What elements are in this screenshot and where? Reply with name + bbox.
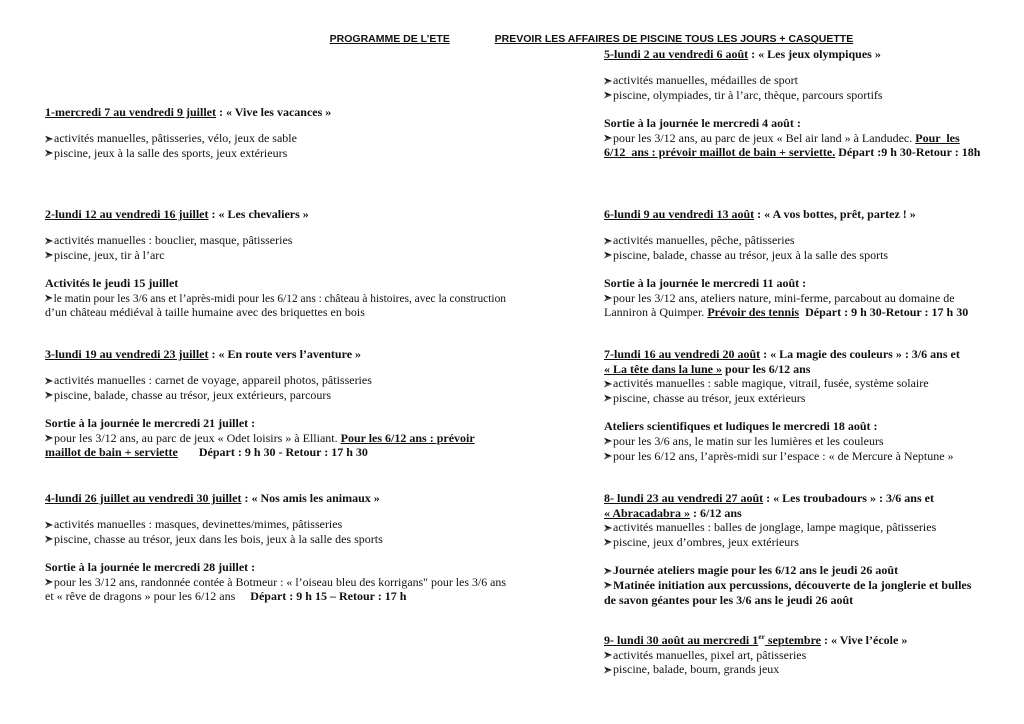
text-segment: et « rêve de dragons » pour les 6/12 ans: [45, 589, 236, 604]
line-content: [45, 248, 165, 263]
text-segment: piscine, jeux d’ombres, jeux extérieurs: [613, 534, 799, 549]
week-section-4: [45, 491, 506, 604]
week-section-9: [604, 633, 984, 677]
text-line: [45, 416, 506, 431]
line-content: [45, 105, 331, 120]
arrow-bullet-icon: [45, 135, 53, 143]
section-heading: [45, 347, 506, 362]
line-content: [45, 589, 406, 604]
bullet-line: [45, 373, 506, 388]
right-column: [604, 0, 984, 724]
line-content: [604, 449, 954, 464]
arrow-bullet-icon: [45, 237, 53, 245]
line-content: [604, 491, 934, 506]
text-block: [604, 633, 984, 677]
bullet-line: [45, 517, 506, 532]
text-segment: piscine, balade, boum, grands jeux: [613, 662, 780, 677]
bullet-line: [604, 248, 984, 263]
arrow-bullet-icon: [45, 251, 53, 259]
text-block: [604, 233, 984, 262]
text-block: [45, 416, 506, 460]
text-segment: : « Les chevaliers »: [208, 207, 309, 221]
arrow-bullet-icon: [604, 251, 612, 259]
bullet-line: [45, 131, 506, 146]
text-block: [45, 517, 506, 546]
line-content: [604, 145, 980, 160]
bullet-line: [45, 532, 506, 547]
text-block: [45, 207, 506, 222]
section-heading: [604, 47, 984, 62]
text-segment: 5-lundi 2 au vendredi 6 août: [604, 47, 749, 61]
arrow-bullet-icon: [45, 535, 53, 543]
week-section-1: [45, 105, 506, 160]
line-content: [45, 388, 331, 403]
text-segment: pour les 6/12 ans, l’après-midi sur l’espace : « de Mercure à Neptune »: [613, 448, 954, 463]
line-content: [45, 347, 361, 362]
line-content: [604, 391, 805, 406]
text-segment: 4-lundi 26 juillet au vendredi 30 juillet: [45, 491, 242, 505]
text-segment: er: [758, 632, 765, 641]
text-line: [45, 589, 506, 604]
text-block: [604, 116, 984, 160]
line-content: [604, 434, 884, 449]
line-content: [604, 291, 955, 306]
arrow-bullet-icon: [45, 434, 53, 442]
text-segment: 3-lundi 19 au vendredi 23 juillet: [45, 347, 209, 361]
week-section-2: [45, 207, 506, 320]
text-segment: : « Vive les vacances »: [215, 105, 332, 119]
line-content: [604, 233, 795, 248]
text-block: [604, 419, 984, 463]
text-segment: activités manuelles : sable magique, vitrail, fusée, système solaire: [613, 376, 929, 391]
line-content: [45, 131, 297, 146]
line-content: [604, 419, 878, 434]
week-section-3: [45, 347, 506, 460]
line-content: [45, 291, 506, 306]
bullet-line: [604, 131, 984, 146]
text-segment: 6-lundi 9 au vendredi 13 août: [604, 207, 755, 221]
line-content: [45, 517, 342, 532]
text-segment: maillot de bain + serviette: [45, 445, 178, 460]
line-content: [604, 116, 801, 131]
text-segment: : « Les jeux olympiques »: [748, 47, 881, 61]
bullet-line: [604, 233, 984, 248]
line-content: [604, 88, 883, 103]
text-segment: : « Nos amis les animaux »: [241, 491, 380, 505]
arrow-bullet-icon: [45, 149, 53, 157]
line-content: [604, 593, 853, 608]
week-section-5: [604, 47, 984, 160]
line-content: [604, 376, 929, 391]
line-content: [45, 532, 383, 547]
bullet-line: [604, 648, 984, 663]
text-block: [604, 563, 984, 607]
text-segment: : « Vive l’école »: [821, 633, 908, 647]
text-segment: 1-mercredi 7 au vendredi 9 juillet: [45, 105, 216, 119]
left-column: [45, 0, 506, 724]
arrow-bullet-icon: [45, 377, 53, 385]
text-line: [45, 445, 506, 460]
text-segment: Matinée initiation aux percussions, découverte de la jonglerie et bulles: [613, 577, 972, 592]
text-segment: Prévoir des tennis: [707, 305, 800, 320]
text-segment: de savon géantes pour les 3/6 ans le jeudi 26 août: [604, 592, 854, 607]
section-heading: [45, 207, 506, 222]
arrow-bullet-icon: [604, 237, 612, 245]
text-segment: Lanniron à Quimper.: [604, 305, 708, 320]
arrow-bullet-icon: [604, 538, 612, 546]
text-segment: piscine, balade, chasse au trésor, jeux extérieurs, parcours: [54, 387, 332, 402]
arrow-bullet-icon: [45, 521, 53, 529]
line-content: [45, 207, 309, 222]
bullet-line: [604, 563, 984, 578]
bullet-line: [604, 88, 984, 103]
arrow-bullet-icon: [604, 77, 612, 85]
text-segment: activités manuelles : masques, devinettes/mimes, pâtisseries: [54, 517, 343, 532]
text-segment: : « En route vers l’aventure »: [208, 347, 362, 361]
bullet-line: [45, 146, 506, 161]
line-content: [45, 373, 372, 388]
bullet-line: [604, 376, 984, 391]
line-content: [45, 276, 178, 291]
text-segment: Pour les: [915, 130, 960, 145]
bullet-line: [604, 391, 984, 406]
arrow-bullet-icon: [604, 651, 612, 659]
line-content: [45, 560, 255, 575]
text-segment: : « La magie des couleurs » : 3/6 ans et: [760, 347, 960, 361]
text-segment: piscine, jeux, tir à l’arc: [54, 247, 165, 262]
line-content: [45, 491, 380, 506]
line-content: [45, 445, 368, 460]
text-block: [604, 73, 984, 102]
line-content: [604, 362, 810, 377]
arrow-bullet-icon: [604, 380, 612, 388]
text-line: [604, 419, 984, 434]
text-segment: activités manuelles, pêche, pâtisseries: [613, 233, 795, 248]
bullet-line: [604, 520, 984, 535]
text-segment: : 6/12 ans: [690, 505, 742, 520]
text-segment: activités manuelles, pixel art, pâtisseries: [613, 647, 807, 662]
text-segment: Départ :9 h 30-Retour : 18h: [835, 145, 981, 160]
line-content: [604, 633, 907, 648]
text-block: [604, 491, 984, 549]
line-content: [604, 207, 916, 222]
arrow-bullet-icon: [45, 578, 53, 586]
text-segment: pour les 3/12 ans, au parc de jeux « Bel air land » à Landudec.: [613, 130, 916, 145]
text-segment: piscine, jeux à la salle des sports, jeux extérieurs: [54, 145, 288, 160]
week-section-7: [604, 347, 984, 463]
text-block: [45, 105, 506, 120]
bullet-line: [45, 388, 506, 403]
text-segment: pour les 3/12 ans, ateliers nature, mini-ferme, parcabout au domaine de: [613, 290, 955, 305]
text-block: [45, 560, 506, 604]
bullet-line: [45, 291, 506, 306]
text-segment: piscine, chasse au trésor, jeux dans les bois, jeux à la salle des sports: [54, 531, 383, 546]
text-segment: 8- lundi 23 au vendredi 27 août: [604, 491, 764, 505]
arrow-bullet-icon: [604, 581, 612, 589]
text-segment: piscine, olympiades, tir à l’arc, thèque, parcours sportifs: [613, 87, 883, 102]
arrow-bullet-icon: [604, 134, 612, 142]
arrow-bullet-icon: [604, 437, 612, 445]
arrow-bullet-icon: [604, 524, 612, 532]
arrow-bullet-icon: [604, 394, 612, 402]
section-heading: [604, 491, 984, 506]
section-heading: [45, 105, 506, 120]
text-segment: 9- lundi 30 août au mercredi 1: [604, 633, 759, 647]
text-segment: : « Les troubadours » : 3/6 ans et: [763, 491, 934, 505]
line-content: [45, 305, 365, 320]
arrow-bullet-icon: [604, 666, 612, 674]
text-segment: Départ : 9 h 30-Retour : 17 h 30: [799, 305, 969, 320]
text-segment: Départ : 9 h 15 – Retour : 17 h: [235, 589, 407, 604]
text-segment: 2-lundi 12 au vendredi 16 juillet: [45, 207, 209, 221]
page-title-text: PROGRAMME DE L’ETE: [329, 33, 450, 45]
line-content: [604, 73, 798, 88]
bullet-line: [604, 535, 984, 550]
bullet-line: [45, 248, 506, 263]
line-content: [45, 146, 287, 161]
text-line: [604, 116, 984, 131]
arrow-bullet-icon: [604, 567, 612, 575]
line-content: [45, 575, 506, 590]
text-line: [604, 362, 984, 377]
text-segment: activités manuelles : bouclier, masque, pâtisseries: [54, 233, 293, 248]
text-block: [604, 47, 984, 62]
text-segment: piscine, chasse au trésor, jeux extérieurs: [613, 390, 806, 405]
bullet-line: [604, 449, 984, 464]
text-segment: le matin pour les 3/6 ans et l’après-midi pour les 6/12 ans : château à histoires, avec la construction: [53, 290, 506, 305]
text-line: [604, 276, 984, 291]
bullet-line: [604, 291, 984, 306]
week-section-8: [604, 491, 984, 607]
line-content: [604, 506, 742, 521]
text-segment: d’un château médiéval à taille humaine avec des briquettes en bois: [45, 305, 365, 320]
text-block: [604, 207, 984, 222]
section-heading: [45, 491, 506, 506]
text-block: [45, 276, 506, 320]
line-content: [604, 662, 779, 677]
line-content: [604, 648, 806, 663]
text-block: [45, 491, 506, 506]
text-segment: pour les 3/12 ans, au parc de jeux « Odet loisirs » à Elliant.: [54, 430, 341, 445]
text-segment: Sortie à la journée le mercredi 28 juillet :: [45, 560, 256, 575]
text-segment: Sortie à la journée le mercredi 11 août :: [604, 276, 807, 291]
text-segment: Sortie à la journée le mercredi 21 juillet :: [45, 416, 256, 431]
text-line: [604, 593, 984, 608]
text-line: [45, 305, 506, 320]
text-segment: activités manuelles : balles de jonglage, lampe magique, pâtisseries: [613, 520, 937, 535]
text-block: [45, 347, 506, 362]
line-content: [45, 233, 292, 248]
text-segment: pour les 3/12 ans, randonnée contée à Botmeur : « l’oiseau bleu des korrigans" pour les 3/6 ans: [53, 574, 506, 589]
bullet-line: [45, 233, 506, 248]
bullet-line: [45, 431, 506, 446]
section-heading: [604, 347, 984, 362]
section-heading: [604, 207, 984, 222]
text-segment: piscine, balade, chasse au trésor, jeux à la salle des sports: [613, 247, 889, 262]
line-content: [604, 47, 881, 62]
text-segment: 6/12 ans : prévoir maillot de bain + serviette.: [604, 145, 836, 160]
arrow-bullet-icon: [604, 91, 612, 99]
text-segment: Activités le jeudi 15 juillet: [45, 276, 179, 291]
text-segment: Sortie à la journée le mercredi 4 août :: [604, 116, 801, 131]
text-block: [45, 373, 506, 402]
text-segment: « Abracadabra »: [604, 505, 691, 520]
arrow-bullet-icon: [604, 452, 612, 460]
section-heading: [604, 633, 984, 648]
text-line: [604, 506, 984, 521]
text-segment: « La tête dans la lune »: [604, 361, 723, 376]
line-content: [45, 431, 475, 446]
line-content: [604, 276, 806, 291]
line-content: [604, 305, 968, 320]
swimwear-notice-text: PREVOIR LES AFFAIRES DE PISCINE TOUS LES JOURS + CASQUETTE: [494, 33, 854, 45]
week-section-6: [604, 207, 984, 320]
bullet-line: [604, 662, 984, 677]
text-segment: activités manuelles : carnet de voyage, appareil photos, pâtisseries: [54, 373, 372, 388]
arrow-bullet-icon: [45, 294, 53, 302]
text-segment: Journée ateliers magie pour les 6/12 ans le jeudi 26 août: [613, 563, 899, 578]
bullet-line: [604, 434, 984, 449]
text-segment: septembre: [764, 633, 822, 647]
text-segment: 7-lundi 16 au vendredi 20 août: [604, 347, 761, 361]
arrow-bullet-icon: [45, 391, 53, 399]
text-line: [45, 276, 506, 291]
text-segment: Pour les 6/12 ans : prévoir: [340, 430, 475, 445]
text-block: [45, 233, 506, 262]
bullet-line: [604, 73, 984, 88]
line-content: [604, 131, 960, 146]
bullet-line: [45, 575, 506, 590]
bullet-line: [604, 578, 984, 593]
text-block: [604, 276, 984, 320]
text-segment: pour les 6/12 ans: [722, 361, 811, 376]
text-line: [604, 305, 984, 320]
text-block: [45, 131, 506, 160]
text-line: [604, 145, 984, 160]
text-segment: pour les 3/6 ans, le matin sur les lumières et les couleurs: [613, 433, 884, 448]
text-segment: : « A vos bottes, prêt, partez ! »: [754, 207, 916, 221]
text-segment: activités manuelles, pâtisseries, vélo, jeux de sable: [54, 131, 297, 146]
text-block: [604, 347, 984, 405]
text-segment: Départ : 9 h 30 - Retour : 17 h 30: [177, 445, 368, 460]
line-content: [604, 248, 888, 263]
text-line: [45, 560, 506, 575]
line-content: [604, 578, 971, 593]
text-segment: Ateliers scientifiques et ludiques le mercredi 18 août :: [604, 419, 878, 434]
line-content: [604, 520, 936, 535]
line-content: [604, 563, 898, 578]
text-segment: activités manuelles, médailles de sport: [613, 73, 798, 88]
arrow-bullet-icon: [604, 294, 612, 302]
line-content: [604, 347, 960, 362]
line-content: [45, 416, 255, 431]
line-content: [604, 535, 799, 550]
